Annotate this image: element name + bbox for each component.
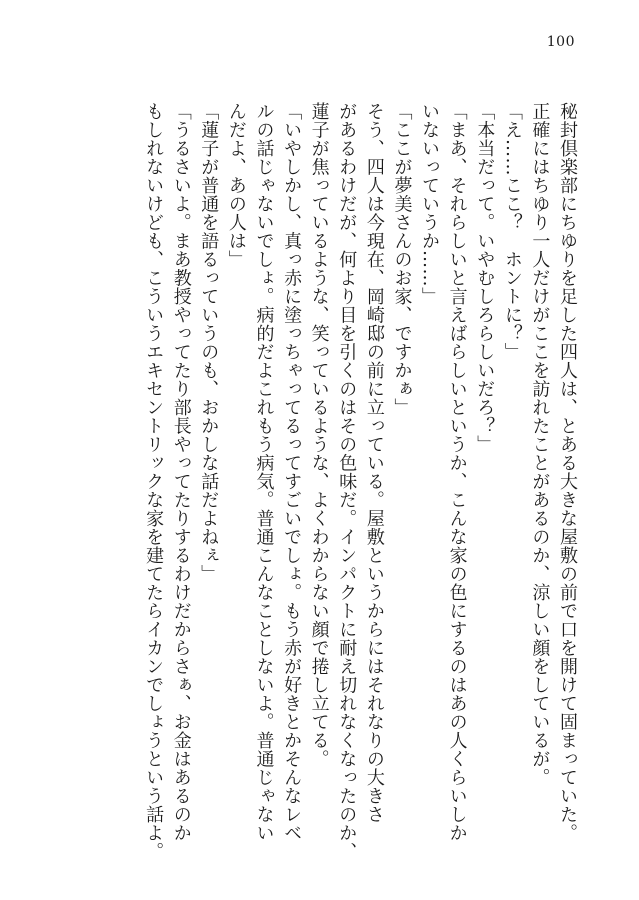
text-line: もしれないけども、こういうエキセントリックな家を建てたらイカンでしょうという話よ。 (143, 102, 165, 861)
text-line: んだよ、あの人は」 (225, 102, 247, 269)
page-number: 100 (546, 34, 575, 50)
text-line: そう、四人は今現在、岡崎邸の前に立っている。屋敷というからにはそれなりの大きさ (363, 102, 385, 824)
text-line: 「本当だって。いやむしろらしいだろ？」 (474, 102, 496, 454)
text-line: 「え……ここ？ ホントに？」 (501, 102, 523, 361)
text-line: ルの話じゃないでしょ。病的だよこれもう病気。普通こんなことしないよ。普通じゃない (253, 102, 275, 842)
text-line: 「蓮子が普通を語るっていうのも、おかしな話だよねぇ」 (198, 102, 220, 583)
text-line: 蓮子が焦っているような、笑っているような、よくわからない顔で捲し立てる。 (308, 102, 330, 768)
text-line: 「いやしかし、真っ赤に塗っちゃってるってすごいでしょ。もう赤が好きとかそんなレベ (281, 102, 303, 842)
text-line: 秘封倶楽部にちゆりを足した四人は、とある大きな屋敷の前で口を開けて固まっていた。 (557, 102, 578, 842)
text-line: 「まあ、それらしいと言えばらしいというか、こんな家の色にするのはあの人くらいしか (446, 102, 468, 842)
vertical-text-body (140, 102, 582, 862)
text-line: 「ここが夢美さんのお家、ですかぁ」 (391, 102, 413, 417)
text-line: があるわけだが、何より目を引くのはその色味だ。インパクトに耐え切れなくなったのか、 (336, 102, 358, 861)
text-line: いないっていうか……」 (419, 102, 441, 306)
text-line: 正確にはちゆり一人だけがここを訪れたことがあるのか、涼しい顔をしているが。 (529, 102, 551, 787)
text-line: 「うるさいよ。まあ教授やってたり部長やってたりするわけだからさぁ、お金はあるのか (170, 102, 192, 842)
